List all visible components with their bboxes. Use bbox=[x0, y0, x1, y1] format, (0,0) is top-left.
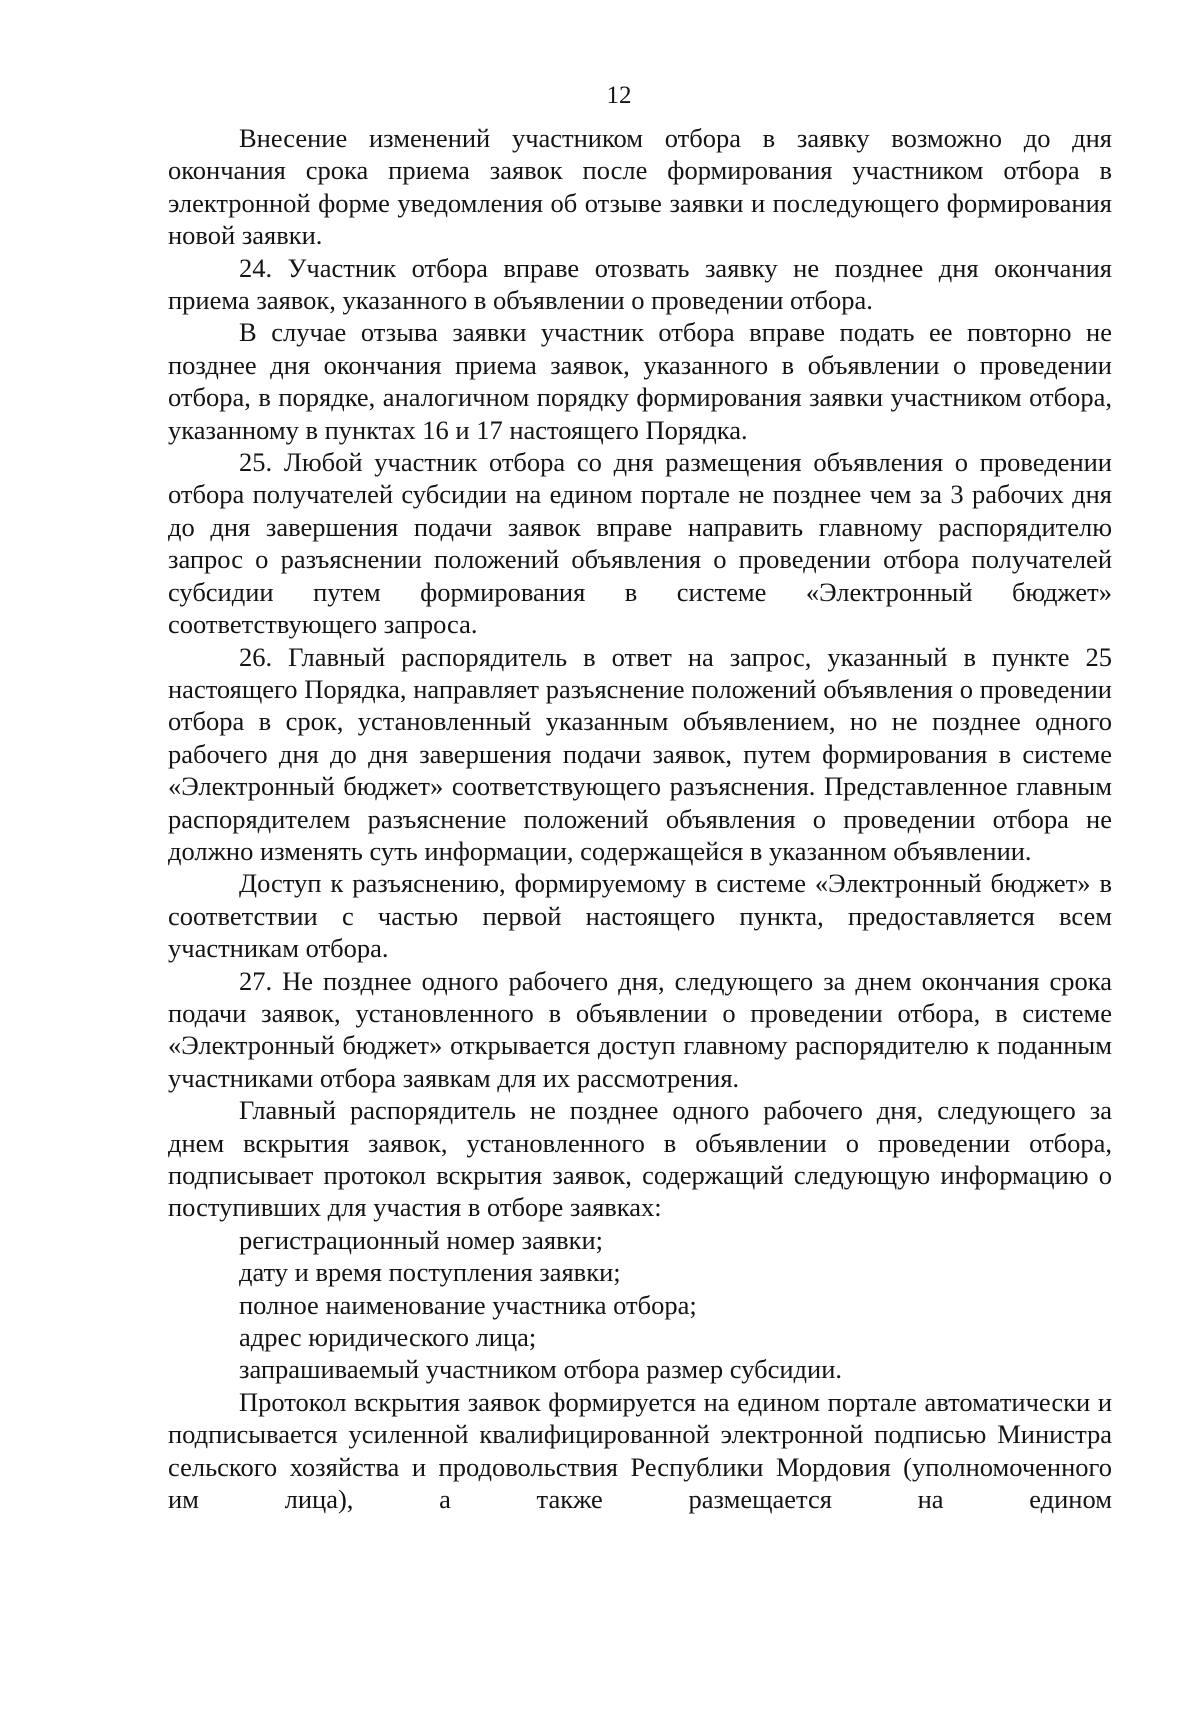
list-item: дату и время поступления заявки; bbox=[239, 1257, 621, 1288]
paragraph: Протокол вскрытия заявок формируется на едином портале автоматически и подписывается усиленной квалифицированной электронной подписью Министра сельского хозяйства и продовольствия Республики Мордовия (уполномоченного им лица), а также размещается на едином bbox=[168, 1386, 1112, 1515]
paragraph: Внесение изменений участником отбора в заявку возможно до дня окончания срока приема заявок после формирования участником отбора в электронной форме уведомления об отзыве заявки и последующего формирования новой заявки. bbox=[168, 123, 1112, 251]
page-number: 12 bbox=[606, 82, 632, 109]
paragraph: В случае отзыва заявки участник отбора вправе подать ее повторно не позднее дня окончания приема заявок, указанного в объявлении о проведении отбора, в порядке, аналогичном порядку формирования заявки участником отбора, указанному в пунктах 16 и 17 настоящего Порядка. bbox=[168, 317, 1112, 445]
list-item: запрашиваемый участником отбора размер субсидии. bbox=[239, 1354, 843, 1385]
paragraph: Главный распорядитель не позднее одного рабочего дня, следующего за днем вскрытия заявок, установленного в объявлении о проведении отбора, подписывает протокол вскрытия заявок, содержащий следующую информацию о поступивших для участия в отборе заявках: bbox=[168, 1095, 1112, 1223]
paragraph-item-26: 26. Главный распорядитель в ответ на запрос, указанный в пункте 25 настоящего Порядка, направляет разъяснение положений объявления о проведении отбора в срок, установленный указанным объявлением, но не позднее одного рабочего дня до дня завершения подачи заявок, путем формирования в системе «Электронный бюджет» соответствующего разъяснения. Представленное главным распорядителем разъяснение положений объявления о проведении отбора не должно изменять суть информации, содержащейся в указанном объявлении. bbox=[168, 641, 1112, 866]
paragraph-item-24: 24. Участник отбора вправе отозвать заявку не позднее дня окончания приема заявок, указанного в объявлении о проведении отбора. bbox=[168, 252, 1112, 316]
paragraph-item-25: 25. Любой участник отбора со дня размещения объявления о проведении отбора получателей субсидии на едином портале не позднее чем за 3 рабочих дня до дня завершения подачи заявок вправе направить главному распорядителю запрос о разъяснении положений объявления о проведении отбора получателей субсидии путем формирования в системе «Электронный бюджет» соответствующего запроса. bbox=[168, 447, 1112, 640]
list-item: регистрационный номер заявки; bbox=[239, 1224, 604, 1255]
paragraph: Доступ к разъяснению, формируемому в системе «Электронный бюджет» в соответствии с частью первой настоящего пункта, предоставляется всем участникам отбора. bbox=[168, 868, 1112, 964]
document-body bbox=[168, 122, 1112, 1515]
paragraph-item-27: 27. Не позднее одного рабочего дня, следующего за днем окончания срока подачи заявок, установленного в объявлении о проведении отбора, в системе «Электронный бюджет» открывается доступ главному распорядителю к поданным участниками отбора заявкам для их рассмотрения. bbox=[168, 965, 1112, 1093]
list-item: полное наименование участника отбора; bbox=[239, 1289, 697, 1320]
list-item: адрес юридического лица; bbox=[239, 1322, 537, 1353]
